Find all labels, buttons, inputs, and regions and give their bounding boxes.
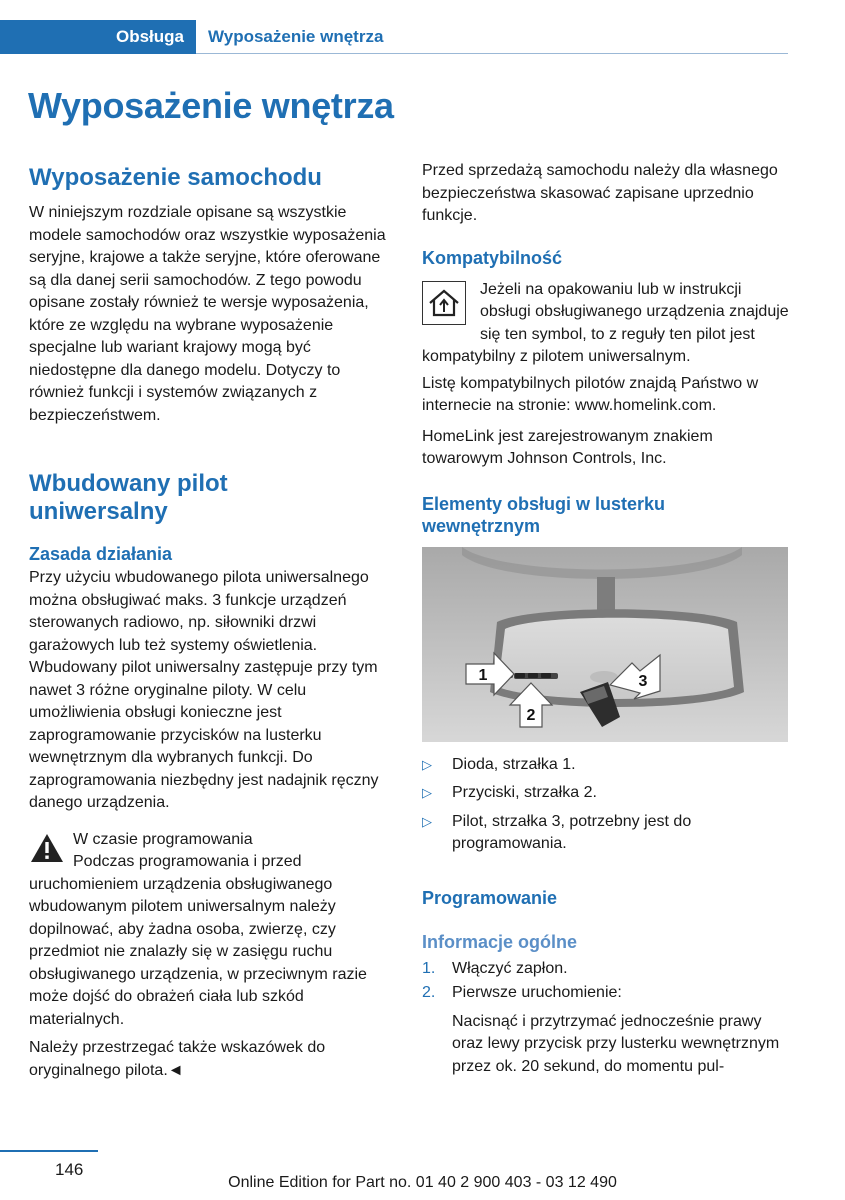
paragraph-trademark: HomeLink jest zarejestrowanym znakiem towarowym Johnson Controls, Inc. [422,427,713,467]
paragraph-observe: Należy przestrzegać także wskazówek do oryginalnego pilota.◄ [29,1039,326,1079]
page-title: Wyposażenie wnętrza [28,85,394,126]
heading-principle: Zasada działania [29,544,173,564]
bullet-triangle-icon: ▷ [422,813,432,829]
homelink-house-icon [422,281,466,325]
section-tab: Obsługa [0,20,196,54]
list-item: ▷ Pilot, strzałka 3, potrzebny jest do programowania. [422,812,692,852]
heading-general-info: Informacje ogólne [422,931,578,952]
heading-programming: Programowanie [422,887,558,908]
heading-universal-remote: Wbudowany pilot uniwersalny [29,470,228,525]
paragraph-equipment: W niniejszym rozdziale opisane są wszystkie modele samochodów oraz wszystkie wyposażenia seryjne, krajowe a także seryjne, które oferowane są dla danej serii samochodów. Z tego powodu opisane zostały również te wersje wyposażenia, które ze względu na wybrane wyposażenie specjalne lub wariant krajowy mogą być niedostępne dla danego modelu. Dotyczy to również funkcji i systemów związanych z bezpieczeństwem. [29,204,386,424]
paragraph-principle: Przy użyciu wbudowanego pilota uniwersalnego można obsługiwać maks. 3 funkcje urządzeń sterowanych radiowo, np. siłowniki drzwi garażowych lub też systemy oświetlenia. Wbudowany pilot uniwersalny zastępuje przy tym nawet 3 różne oryginalne piloty. W celu umożliwienia obsługi konieczne jest zaprogramowanie przycisków na lusterku wewnętrznym dla wybranych funkcji. Do zaprogramowania niezbędny jest nadajnik ręczny danego urządzenia. [29,569,379,811]
header-rule [196,53,788,54]
paragraph-before-sale: Przed sprzedażą samochodu należy dla własnego bezpieczeństwa skasować zapisane uprzednio funkcje. [422,162,778,224]
list-item: ▷ Dioda, strzałka 1. [422,754,790,777]
figure-label-3: 3 [638,672,648,690]
heading-compatibility: Kompatybilność [422,247,563,268]
heading-mirror-controls: Elementy obsługi w lusterku wewnętrznym [422,493,666,536]
controls-list [422,754,790,856]
figure-label-1: 1 [478,666,488,684]
page-number: 146 [55,1160,84,1179]
warning-text: Podczas programowania i przed uruchomieniem urządzenia obsługiwanego wbudowanym pilotem uniwersalnym należy dopilnować, aby żadna osoba, zwierzę, czy przedmiot nie znalazły się w zasięgu ruchu obsługiwanego urządzenia, w przeciwnym razie może dojść do obrażeń ciała lub szkód materialnych. [29,853,367,1028]
chapter-tab: Wyposażenie wnętrza [208,27,384,46]
step2-detail: Nacisnąć i przytrzymać jednocześnie prawy oraz lewy przycisk przy lusterku wewnętrznym przez ok. 20 sekund, do momentu pul- [452,1012,780,1075]
warning-icon [29,831,65,865]
bullet-triangle-icon: ▷ [422,785,432,800]
heading-equipment: Wyposażenie samochodu [29,164,322,191]
footer-edition: Online Edition for Part no. 01 40 2 900 403 - 03 12 490 [228,1174,617,1191]
right-column [422,160,790,1078]
mirror-controls-figure [422,547,788,742]
paragraph-compatibility: Jeżeli na opakowaniu lub w instrukcji obsługi obsługiwanego urządzenia znajduje się ten symbol, to z reguły ten pilot jest kompatybilny z pilotem uniwersalnym. [422,280,789,365]
list-item: 1. Włączyć zapłon. [422,959,568,977]
figure-label-2: 2 [526,706,536,724]
paragraph-list: Listę kompatybilnych pilotów znajdą Państwo w internecie na stronie: www.homelink.com. [422,374,759,414]
footer-rule [0,1150,98,1152]
steps-list [422,958,790,1005]
warning-title: W czasie programowania [73,830,253,848]
bullet-triangle-icon: ▷ [422,756,432,772]
list-item: 2. Pierwsze uruchomienie: [422,984,622,1001]
list-item: ▷ Przyciski, strzałka 2. [422,782,790,805]
left-column [29,160,397,1082]
warning-box [29,829,397,852]
